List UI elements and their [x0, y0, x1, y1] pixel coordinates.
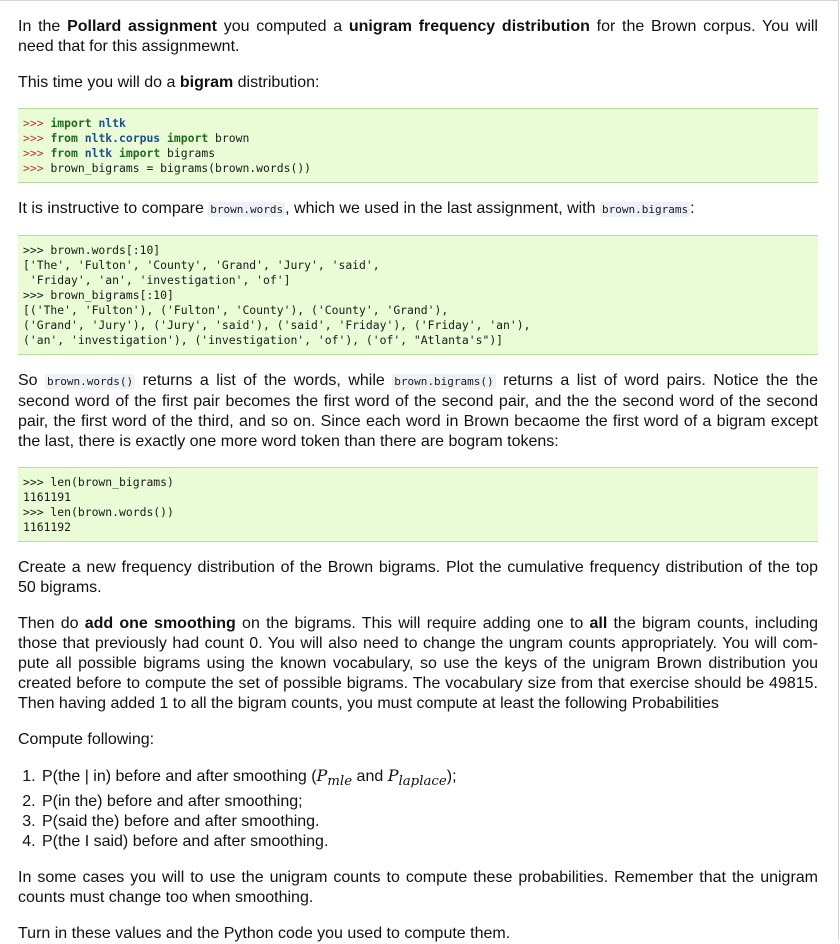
task-frequency-paragraph: Create a new frequency distribution of the Brown bigrams. Plot the cumulative frequency distribution of the top 50 bigrams.	[18, 559, 818, 596]
code-block-examples	[18, 235, 818, 355]
code-line: >>> len(brown.words())	[23, 505, 174, 519]
list-item: 4. P(the I said) before and after smoothing.	[40, 832, 818, 852]
code-line: >>> len(brown_bigrams)	[23, 475, 174, 489]
code-line: 'Friday', 'an', 'investigation', 'of']	[23, 273, 291, 287]
pollard-assignment-text: Pollard assignment	[67, 18, 217, 35]
list-item: 3. P(said the) before and after smoothing.	[40, 812, 818, 832]
code-line: >>> brown_bigrams[:10]	[23, 288, 174, 302]
list-item: 2. P(in the) before and after smoothing;	[40, 792, 818, 812]
bigram-intro-paragraph: This time you will do a bigram distribution:	[18, 74, 320, 91]
inline-code-brown-bigrams: brown.bigrams	[601, 203, 689, 216]
code-line: 1161192	[23, 520, 72, 534]
list-item: 1. P(the | in) before and after smoothing ($P_{mle}$ and $P_{laplace}$);	[40, 766, 818, 792]
code-line: 1161191	[23, 490, 72, 504]
explanation-paragraph: So brown.words() returns a list of the words, while brown.bigrams() returns a list of word pairs. Notice the the second word of the first pair becomes the first word of the second pair, and the the second word of the second pair, the first word of the third, and so on. Since each word in Brown becaome the first word of a bigram except the last, there is exactly one more word token than there are bogram tokens:	[18, 372, 819, 450]
inline-code-words-call: brown.words()	[47, 375, 134, 388]
code-line: [('The', 'Fulton'), ('Fulton', 'County'), ('County', 'Grand'),	[23, 303, 449, 317]
code-line: ('Grand', 'Jury'), ('Jury', 'said'), ('said', 'Friday'), ('Friday', 'an'),	[23, 318, 531, 332]
compare-paragraph: It is instructive to compare brown.words , which we used in the last assignment, with brown.bigrams :	[18, 200, 695, 217]
intro-paragraph: In the Pollard assignment you computed a unigram frequency distribution for the Brown corpus. You will need that for this assignmewnt.	[18, 18, 818, 55]
probability-list	[18, 766, 818, 852]
code-line: ('an', 'investigation'), ('investigation', 'of'), ('of', "Atlanta's")]	[23, 333, 504, 347]
code-block-lengths	[18, 467, 818, 542]
inline-code-brown-words: brown.words	[210, 203, 284, 216]
code-line: >>> brown.words[:10]	[23, 243, 161, 257]
code-line: ['The', 'Fulton', 'County', 'Grand', 'Jury', 'said',	[23, 258, 380, 272]
add-one-smoothing-text: add one smoothing	[84, 615, 236, 632]
inline-code-bigrams-call: brown.bigrams()	[394, 375, 494, 388]
note-paragraph: In some cases you will to use the unigram counts to compute these probabilities. Remember that the unigram counts must change too when smoothing.	[18, 869, 818, 907]
compute-label: Compute following:	[18, 731, 155, 748]
assignment-content	[18, 17, 818, 944]
unigram-distribution-text: unigram frequency distribution	[348, 18, 590, 35]
task-smoothing-paragraph: Then do add one smoothing on the bigrams. This will require adding one to all the bigram counts, including those that previously had count 0. You will also need to change the ungram counts appropriately. You will com- pute all possible bigrams using the known vocabulary, so use the keys of the unigram Brown distribution you created before to compute the set of possible bigrams. The vocabulary size from that exercise should be 49815. Then having added 1 to all the bigram counts, you must compute at least the following Probabilities	[18, 615, 819, 712]
code-block-imports: >>> import nltk >>> from nltk.corpus import brown >>> from nltk import bigrams >>> brown_bigrams = bigrams(brown.words())	[18, 108, 818, 183]
final-instruction: Turn in these values and the Python code you used to compute them.	[18, 925, 511, 943]
